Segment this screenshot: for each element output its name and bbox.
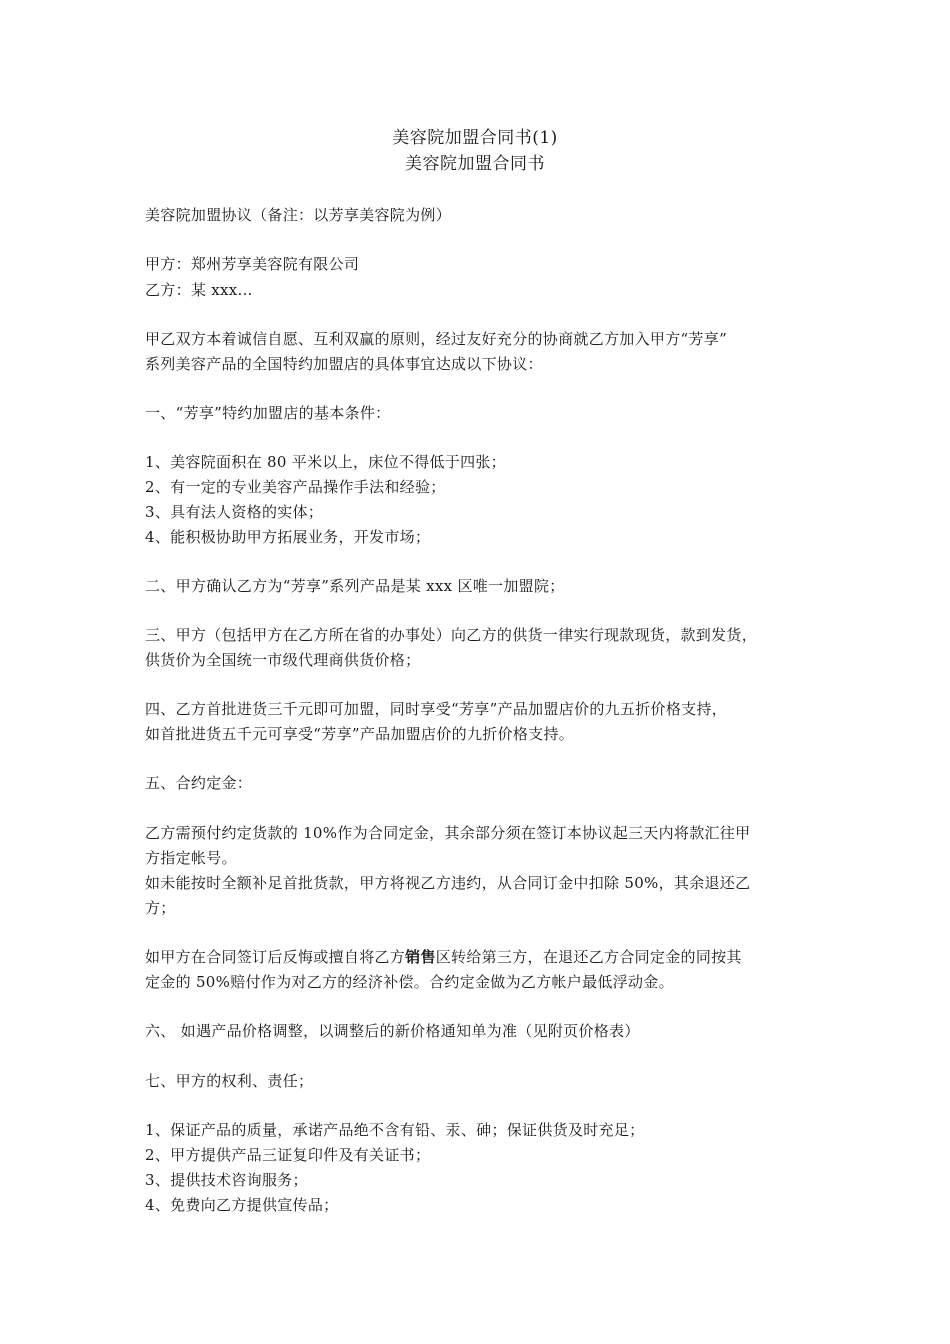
condition-item-3: 3、具有法人资格的实体； — [145, 503, 324, 521]
condition-item-4: 4、能积极协助甲方拓展业务，开发市场； — [145, 528, 431, 546]
condition-item-2: 2、有一定的专业美容产品操作手法和经验； — [145, 478, 446, 496]
deposit-line-3: 如未能按时全额补足首批货款，甲方将视乙方违约，从合同订金中扣除 50%，其余退还乙 — [145, 874, 751, 892]
section-1-heading: 一、“芳享”特约加盟店的基本条件： — [145, 404, 391, 422]
duty-item-4: 4、免费向乙方提供宣传品； — [145, 1196, 339, 1214]
party-a-line: 甲方：郑州芳享美容院有限公司 — [145, 255, 360, 273]
penalty-text-after: 区转给第三方，在退还乙方合同定金的同按其 — [435, 948, 742, 966]
section-4-line-2: 如首批进货五千元可享受“芳享”产品加盟店价的九折价格支持。 — [145, 725, 575, 743]
duty-item-3: 3、提供技术咨询服务； — [145, 1171, 308, 1189]
penalty-text-before: 如甲方在合同签订后反悔或擅自将乙方 — [145, 948, 406, 966]
document-subtitle: 美容院加盟合同书 — [405, 154, 545, 174]
duty-item-2: 2、甲方提供产品三证复印件及有关证书； — [145, 1146, 431, 1164]
document-title: 美容院加盟合同书(1) — [392, 128, 558, 148]
deposit-line-2: 方指定帐号。 — [145, 849, 237, 867]
section-3-line-2: 供货价为全国统一市级代理商供货价格； — [145, 651, 421, 669]
section-7-heading: 七、甲方的权利、责任； — [145, 1072, 314, 1090]
section-2-text: 二、甲方确认乙方为“芳享”系列产品是某 xxx 区唯一加盟院； — [145, 577, 565, 595]
duty-item-1: 1、保证产品的质量，承诺产品绝不含有铅、汞、砷；保证供货及时充足； — [145, 1121, 645, 1139]
agreement-heading: 美容院加盟协议（备注：以芳享美容院为例） — [145, 206, 452, 224]
deposit-penalty-line-2: 定金的 50%赔付作为对乙方的经济补偿。合约定金做为乙方帐户最低浮动金。 — [145, 973, 674, 991]
section-5-heading: 五、合约定金： — [145, 774, 253, 792]
preamble-line-2: 系列美容产品的全国特约加盟店的具体事宜达成以下协议： — [145, 355, 543, 373]
party-b-line: 乙方：某 xxx... — [145, 281, 253, 299]
deposit-line-4: 方； — [145, 899, 176, 917]
section-4-line-1: 四、乙方首批进货三千元即可加盟，同时享受“芳享”产品加盟店价的九五折价格支持， — [145, 700, 728, 718]
deposit-line-1: 乙方需预付约定货款的 10%作为合同定金，其余部分须在签订本协议起三天内将款汇往甲 — [145, 824, 751, 842]
condition-item-1: 1、美容院面积在 80 平米以上，床位不得低于四张； — [145, 453, 506, 471]
deposit-penalty-line-1 — [145, 945, 815, 969]
section-6-text: 六、 如遇产品价格调整，以调整后的新价格通知单为准（见附页价格表） — [145, 1022, 640, 1040]
section-3-line-1: 三、甲方（包括甲方在乙方所在省的办事处）向乙方的供货一律实行现款现货，款到发货， — [145, 626, 758, 644]
preamble-line-1: 甲乙双方本着诚信自愿、互利双赢的原则，经过友好充分的协商就乙方加入甲方“芳享” — [145, 330, 728, 348]
penalty-text-bold: 销售 — [405, 948, 436, 966]
